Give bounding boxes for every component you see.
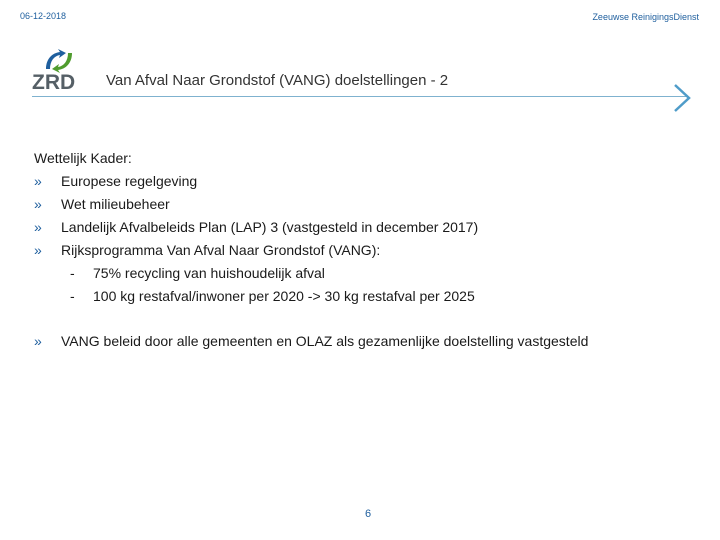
dash-marker: - (70, 265, 75, 281)
slide-content (34, 147, 694, 353)
bullet-item (34, 193, 694, 216)
bullet-text: Wet milieubeheer (61, 196, 170, 212)
content-heading (34, 147, 694, 170)
chevron-right-icon (672, 83, 692, 113)
bullet-item (34, 170, 694, 193)
zrd-logo (32, 49, 88, 95)
spacer (34, 308, 694, 330)
slide-date: 06-12-2018 (20, 11, 67, 21)
bullet-text: Landelijk Afvalbeleids Plan (LAP) 3 (vastgesteld in december 2017) (61, 219, 479, 235)
bullet-text: VANG beleid door alle gemeenten en OLAZ als gezamenlijke doelstelling vastgesteld (61, 333, 589, 349)
bullet-text: Rijksprogramma Van Afval Naar Grondstof (VANG): (61, 242, 381, 258)
organization-name: Zeeuwse ReinigingsDienst (592, 12, 699, 22)
sub-item (34, 262, 694, 285)
slide-title: Van Afval Naar Grondstof (VANG) doelstellingen - 2 (106, 72, 449, 89)
title-divider (32, 96, 687, 97)
bullet-marker: » (34, 333, 42, 349)
bullet-item (34, 330, 694, 353)
recycle-arrows-icon (32, 49, 88, 73)
sub-item (34, 285, 694, 308)
dash-marker: - (70, 288, 75, 304)
sub-item-text: 100 kg restafval/inwoner per 2020 -> 30 kg restafval per 2025 (93, 288, 475, 304)
sub-item-text: 75% recycling van huishoudelijk afval (93, 265, 325, 281)
bullet-text: Europese regelgeving (61, 173, 198, 189)
bullet-item (34, 216, 694, 239)
bullet-marker: » (34, 173, 42, 189)
bullet-marker: » (34, 196, 42, 212)
bullet-marker: » (34, 219, 42, 235)
page-number: 6 (365, 508, 372, 520)
heading-text: Wettelijk Kader: (34, 150, 132, 166)
bullet-item (34, 239, 694, 262)
logo-text: ZRD (32, 71, 76, 94)
bullet-marker: » (34, 242, 42, 258)
